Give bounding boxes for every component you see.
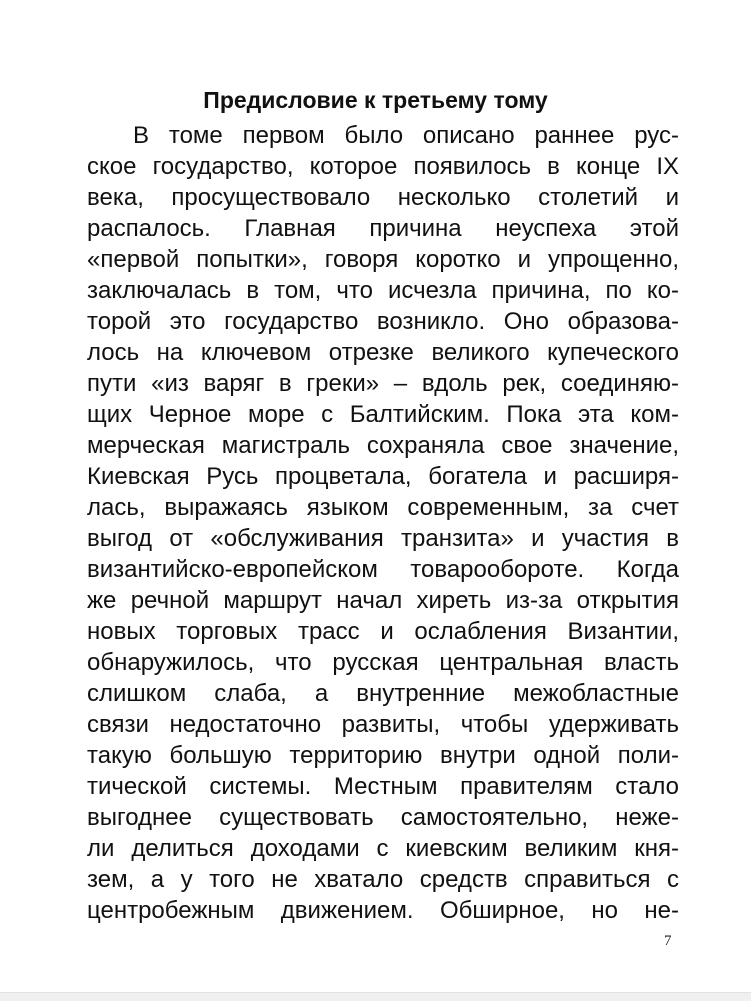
text-line: распалось. Главная причина неуспеха этой xyxy=(87,215,679,242)
body-text xyxy=(87,120,679,926)
text-line: же речной маршрут начал хиреть из-за открытия xyxy=(87,587,679,614)
text-line: выгод от «обслуживания транзита» и участия в xyxy=(87,525,679,552)
text-line: ли делиться доходами с киевским великим кня- xyxy=(87,835,679,862)
text-line: связи недостаточно развиты, чтобы удерживать xyxy=(87,711,679,738)
page-number: 7 xyxy=(664,933,672,949)
text-line: Киевская Русь процветала, богатела и расширя- xyxy=(87,463,679,490)
text-line: обнаружилось, что русская центральная власть xyxy=(87,649,679,676)
text-line: лось на ключевом отрезке великого купеческого xyxy=(87,339,679,366)
text-line: В томе первом было описано раннее рус- xyxy=(133,122,679,149)
text-line: «первой попытки», говоря коротко и упрощенно, xyxy=(87,246,679,273)
text-line: пути «из варяг в греки» – вдоль рек, соединяю- xyxy=(87,370,679,397)
text-line: ское государство, которое появилось в конце IX xyxy=(87,153,679,180)
text-line: такую большую территорию внутри одной поли- xyxy=(87,742,679,769)
text-line: тической системы. Местным правителям стало xyxy=(87,773,679,800)
text-line: центробежным движением. Обширное, но не- xyxy=(87,897,679,924)
text-line: зем, а у того не хватало средств справиться с xyxy=(87,866,679,893)
text-line: слишком слаба, а внутренние межобластные xyxy=(87,680,679,707)
text-line: лась, выражаясь языком современным, за счет xyxy=(87,494,679,521)
text-line: заключалась в том, что исчезла причина, по ко- xyxy=(87,277,679,304)
text-line: выгоднее существовать самостоятельно, неже- xyxy=(87,804,679,831)
text-line: века, просуществовало несколько столетий и xyxy=(87,184,679,211)
text-line: щих Черное море с Балтийским. Пока эта ком- xyxy=(87,401,679,428)
text-line: мерческая магистраль сохраняла свое значение, xyxy=(87,432,679,459)
text-line: новых торговых трасс и ослабления Византии, xyxy=(87,618,679,645)
text-line: торой это государство возникло. Оно образова- xyxy=(87,308,679,335)
text-line: византийско-европейском товарообороте. Когда xyxy=(87,556,679,583)
page-title: Предисловие к третьему тому xyxy=(203,87,548,113)
